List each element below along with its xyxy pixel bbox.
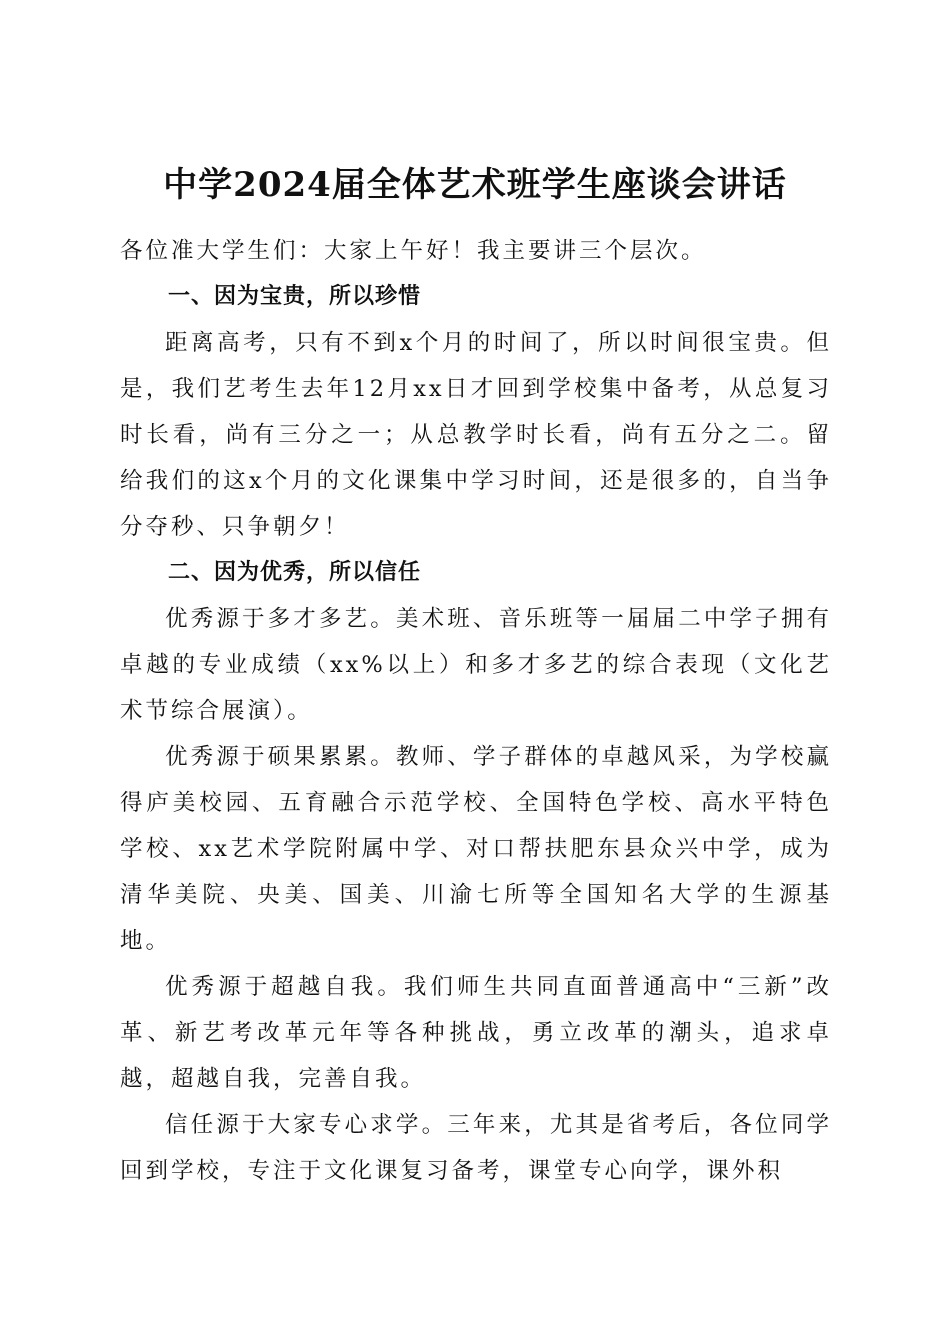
- section-2-paragraph-2: 优秀源于硕果累累。教师、学子群体的卓越风采，为学校赢得庐美校园、五育融合示范学校、全国特色学校、高水平特色学校、xx艺术学院附属中学、对口帮扶肥东县众兴中学，成为清华美院、央美、国美、川渝七所等全国知名大学的生源基地。: [120, 744, 832, 954]
- section-2-paragraph-3: 优秀源于超越自我。我们师生共同直面普通高中“三新”改革、新艺考改革元年等各种挑战，勇立改革的潮头，追求卓越，超越自我，完善自我。: [120, 974, 832, 1092]
- section-1-heading: 一、因为宝贵，所以珍惜: [168, 284, 422, 309]
- document-title: 中学2024届全体艺术班学生座谈会讲话: [163, 164, 787, 205]
- greeting-paragraph: 各位准大学生们：大家上午好！我主要讲三个层次。: [120, 238, 707, 264]
- section-2-heading: 二、因为优秀，所以信任: [168, 560, 422, 585]
- section-1-paragraph-1: 距离高考，只有不到x个月的时间了，所以时间很宝贵。但是，我们艺考生去年12月xx日才回到学校集中备考，从总复习时长看，尚有三分之一；从总教学时长看，尚有五分之二。留给我们的这x个月的文化课集中学习时间，还是很多的，自当争分夺秒、只争朝夕！: [120, 330, 832, 540]
- document-body: [120, 228, 832, 1194]
- section-2-paragraph-1: 优秀源于多才多艺。美术班、音乐班等一届届二中学子拥有卓越的专业成绩（xx%以上）和多才多艺的综合表现（文化艺术节综合展演）。: [120, 606, 832, 724]
- section-2-paragraph-4: 信任源于大家专心求学。三年来，尤其是省考后，各位同学回到学校，专注于文化课复习备考，课堂专心向学，课外积: [120, 1112, 832, 1184]
